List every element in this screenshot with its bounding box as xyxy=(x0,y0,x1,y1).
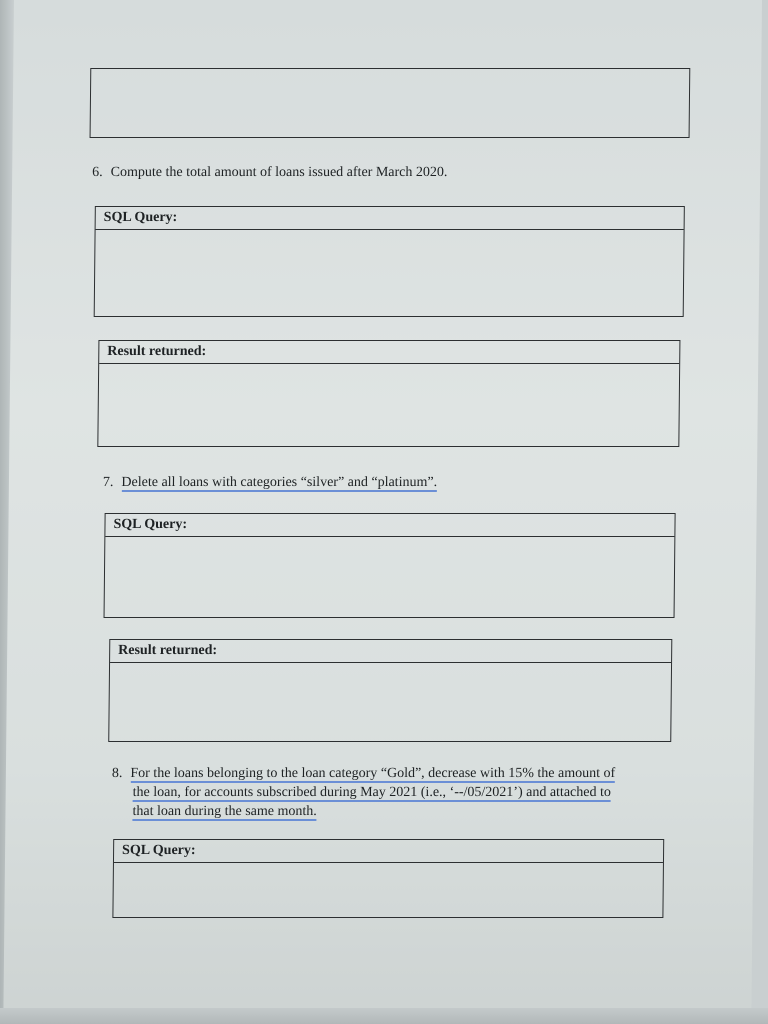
q8-sql-query-label: SQL Query: xyxy=(114,840,663,863)
q6-result-returned-box xyxy=(97,340,680,447)
q6-sql-query-box xyxy=(94,206,685,317)
question-8-line-1: 8. For the loans belonging to the loan category “Gold”, decrease with 15% the amount of xyxy=(111,766,616,781)
question-6 xyxy=(92,163,447,182)
q7-sql-query-box xyxy=(104,513,676,618)
question-8 xyxy=(111,764,682,821)
q8-sql-query-box xyxy=(112,839,664,918)
question-8-line-2: the loan, for accounts subscribed during May 2021 (i.e., ‘--/05/2021’) and attached to xyxy=(132,785,611,800)
q7-result-returned-label: Result returned: xyxy=(110,640,671,663)
question-8-number: 8. xyxy=(111,766,123,781)
previous-answer-box xyxy=(90,68,691,138)
q6-sql-query-label: SQL Query: xyxy=(96,207,684,230)
question-7-number: 7. xyxy=(102,475,114,490)
question-7-text: Delete all loans with categories “silver” and “platinum”. xyxy=(121,475,438,490)
question-8-line-3: that loan during the same month. xyxy=(132,804,317,819)
question-7 xyxy=(103,473,437,492)
monitor-bezel xyxy=(0,1008,768,1024)
question-6-text: Compute the total amount of loans issued after March 2020. xyxy=(110,165,448,180)
q7-result-returned-box xyxy=(108,639,672,742)
q6-result-returned-label: Result returned: xyxy=(99,341,679,364)
question-6-number: 6. xyxy=(92,165,103,180)
q7-sql-query-label: SQL Query: xyxy=(105,514,674,537)
document-page xyxy=(3,0,762,1024)
